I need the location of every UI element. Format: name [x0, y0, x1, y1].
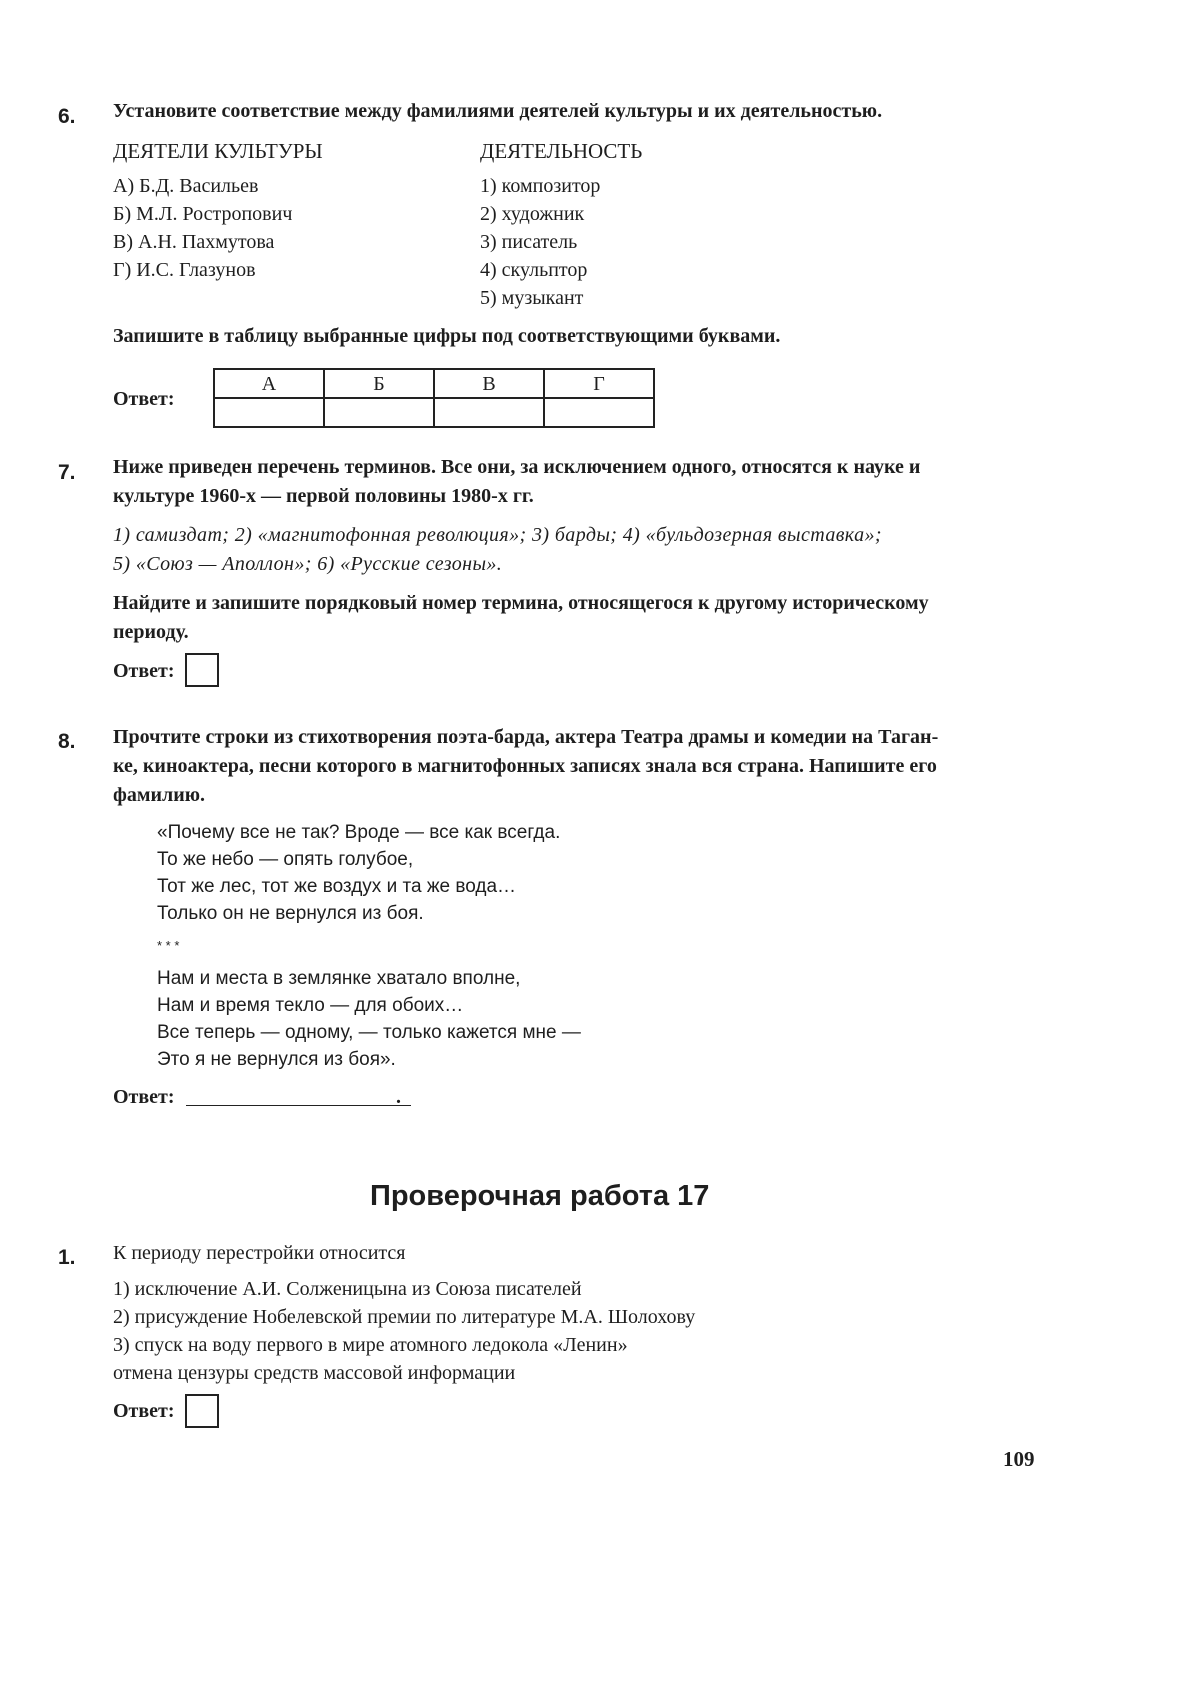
question-8-prompt: ке, киноактера, песни которого в магнитофонных записях знала вся страна. Напишите его — [113, 755, 937, 777]
q6-left-item: В) А.Н. Пахмутова — [113, 231, 275, 253]
question-8-prompt: фамилию. — [113, 784, 206, 806]
poem-line: Это я не вернулся из боя». — [157, 1049, 396, 1070]
question-7-number: 7. — [58, 461, 76, 484]
poem-line: Нам и места в землянке хватало вполне, — [157, 968, 521, 989]
q7-terms: 5) «Союз — Аполлон»; 6) «Русские сезоны». — [113, 553, 503, 575]
q7-answer-label: Ответ: — [113, 660, 175, 682]
p17-question-1-number: 1. — [58, 1246, 76, 1269]
q6-right-item: 5) музыкант — [480, 287, 584, 309]
question-8-number: 8. — [58, 730, 76, 753]
q6-right-item: 3) писатель — [480, 231, 578, 253]
p17-answer-label: Ответ: — [113, 1400, 175, 1422]
q6-table-header: Б — [324, 369, 434, 398]
q6-left-header: ДЕЯТЕЛИ КУЛЬТУРЫ — [113, 139, 323, 163]
q7-task: Найдите и запишите порядковый номер термина, относящегося к другому историческому — [113, 592, 929, 614]
question-7-prompt: Ниже приведен перечень терминов. Все они, за исключением одного, относятся к науке и — [113, 456, 921, 478]
q6-answer-cell-a[interactable] — [214, 398, 324, 427]
q6-answer-cell-b[interactable] — [324, 398, 434, 427]
poem-line: Тот же лес, тот же воздух и та же вода… — [157, 876, 517, 897]
q6-right-item: 4) скульптор — [480, 259, 588, 281]
question-7-prompt: культуре 1960-х — первой половины 1980-х гг. — [113, 485, 534, 507]
q6-table-header: Г — [544, 369, 654, 398]
poem-line: Только он не вернулся из боя. — [157, 903, 424, 924]
q6-answer-cell-v[interactable] — [434, 398, 544, 427]
p17-option: 1) исключение А.И. Солженицына из Союза писателей — [113, 1278, 582, 1300]
q6-table-header: В — [434, 369, 544, 398]
q6-left-item: Б) М.Л. Ростропович — [113, 203, 293, 225]
p17-option: 3) спуск на воду первого в мире атомного ледокола «Ленин» — [113, 1334, 628, 1356]
q7-task: периоду. — [113, 621, 189, 643]
p17-option: 2) присуждение Нобелевской премии по литературе М.А. Шолохову — [113, 1306, 696, 1328]
page-number: 109 — [1003, 1447, 1035, 1471]
poem-line: Все теперь — одному, — только кажется мне — — [157, 1022, 581, 1043]
q6-answer-table — [213, 368, 655, 428]
q6-right-item: 2) художник — [480, 203, 585, 225]
poem-line: «Почему все не так? Вроде — все как всегда. — [157, 822, 561, 843]
q8-answer-period: . — [396, 1086, 401, 1108]
q6-right-header: ДЕЯТЕЛЬНОСТЬ — [480, 139, 643, 163]
q6-right-item: 1) композитор — [480, 175, 601, 197]
q6-table-header: А — [214, 369, 324, 398]
question-6-prompt: Установите соответствие между фамилиями деятелей культуры и их деятельностью. — [113, 100, 883, 122]
q6-instruction: Запишите в таблицу выбранные цифры под соответствующими буквами. — [113, 325, 781, 347]
q6-left-item: А) Б.Д. Васильев — [113, 175, 259, 197]
poem-line: Нам и время текло — для обоих… — [157, 995, 464, 1016]
p17-question-1-prompt: К периоду перестройки относится — [113, 1242, 406, 1264]
q7-terms: 1) самиздат; 2) «магнитофонная революция»; 3) барды; 4) «бульдозерная выставка»; — [113, 524, 882, 546]
section-title: Проверочная работа 17 — [370, 1180, 710, 1212]
q8-answer-label: Ответ: — [113, 1086, 175, 1108]
poem-separator: * * * — [157, 938, 180, 953]
q7-answer-box[interactable] — [185, 653, 219, 687]
q6-answer-label: Ответ: — [113, 388, 175, 410]
poem-line: То же небо — опять голубое, — [157, 849, 414, 870]
question-8-prompt: Прочтите строки из стихотворения поэта-барда, актера Театра драмы и комедии на Таган- — [113, 726, 939, 748]
q6-left-item: Г) И.С. Глазунов — [113, 259, 256, 281]
question-6-number: 6. — [58, 105, 76, 128]
p17-answer-box[interactable] — [185, 1394, 219, 1428]
p17-option: отмена цензуры средств массовой информации — [113, 1362, 516, 1384]
q6-answer-cell-g[interactable] — [544, 398, 654, 427]
q8-answer-line[interactable] — [186, 1104, 411, 1106]
